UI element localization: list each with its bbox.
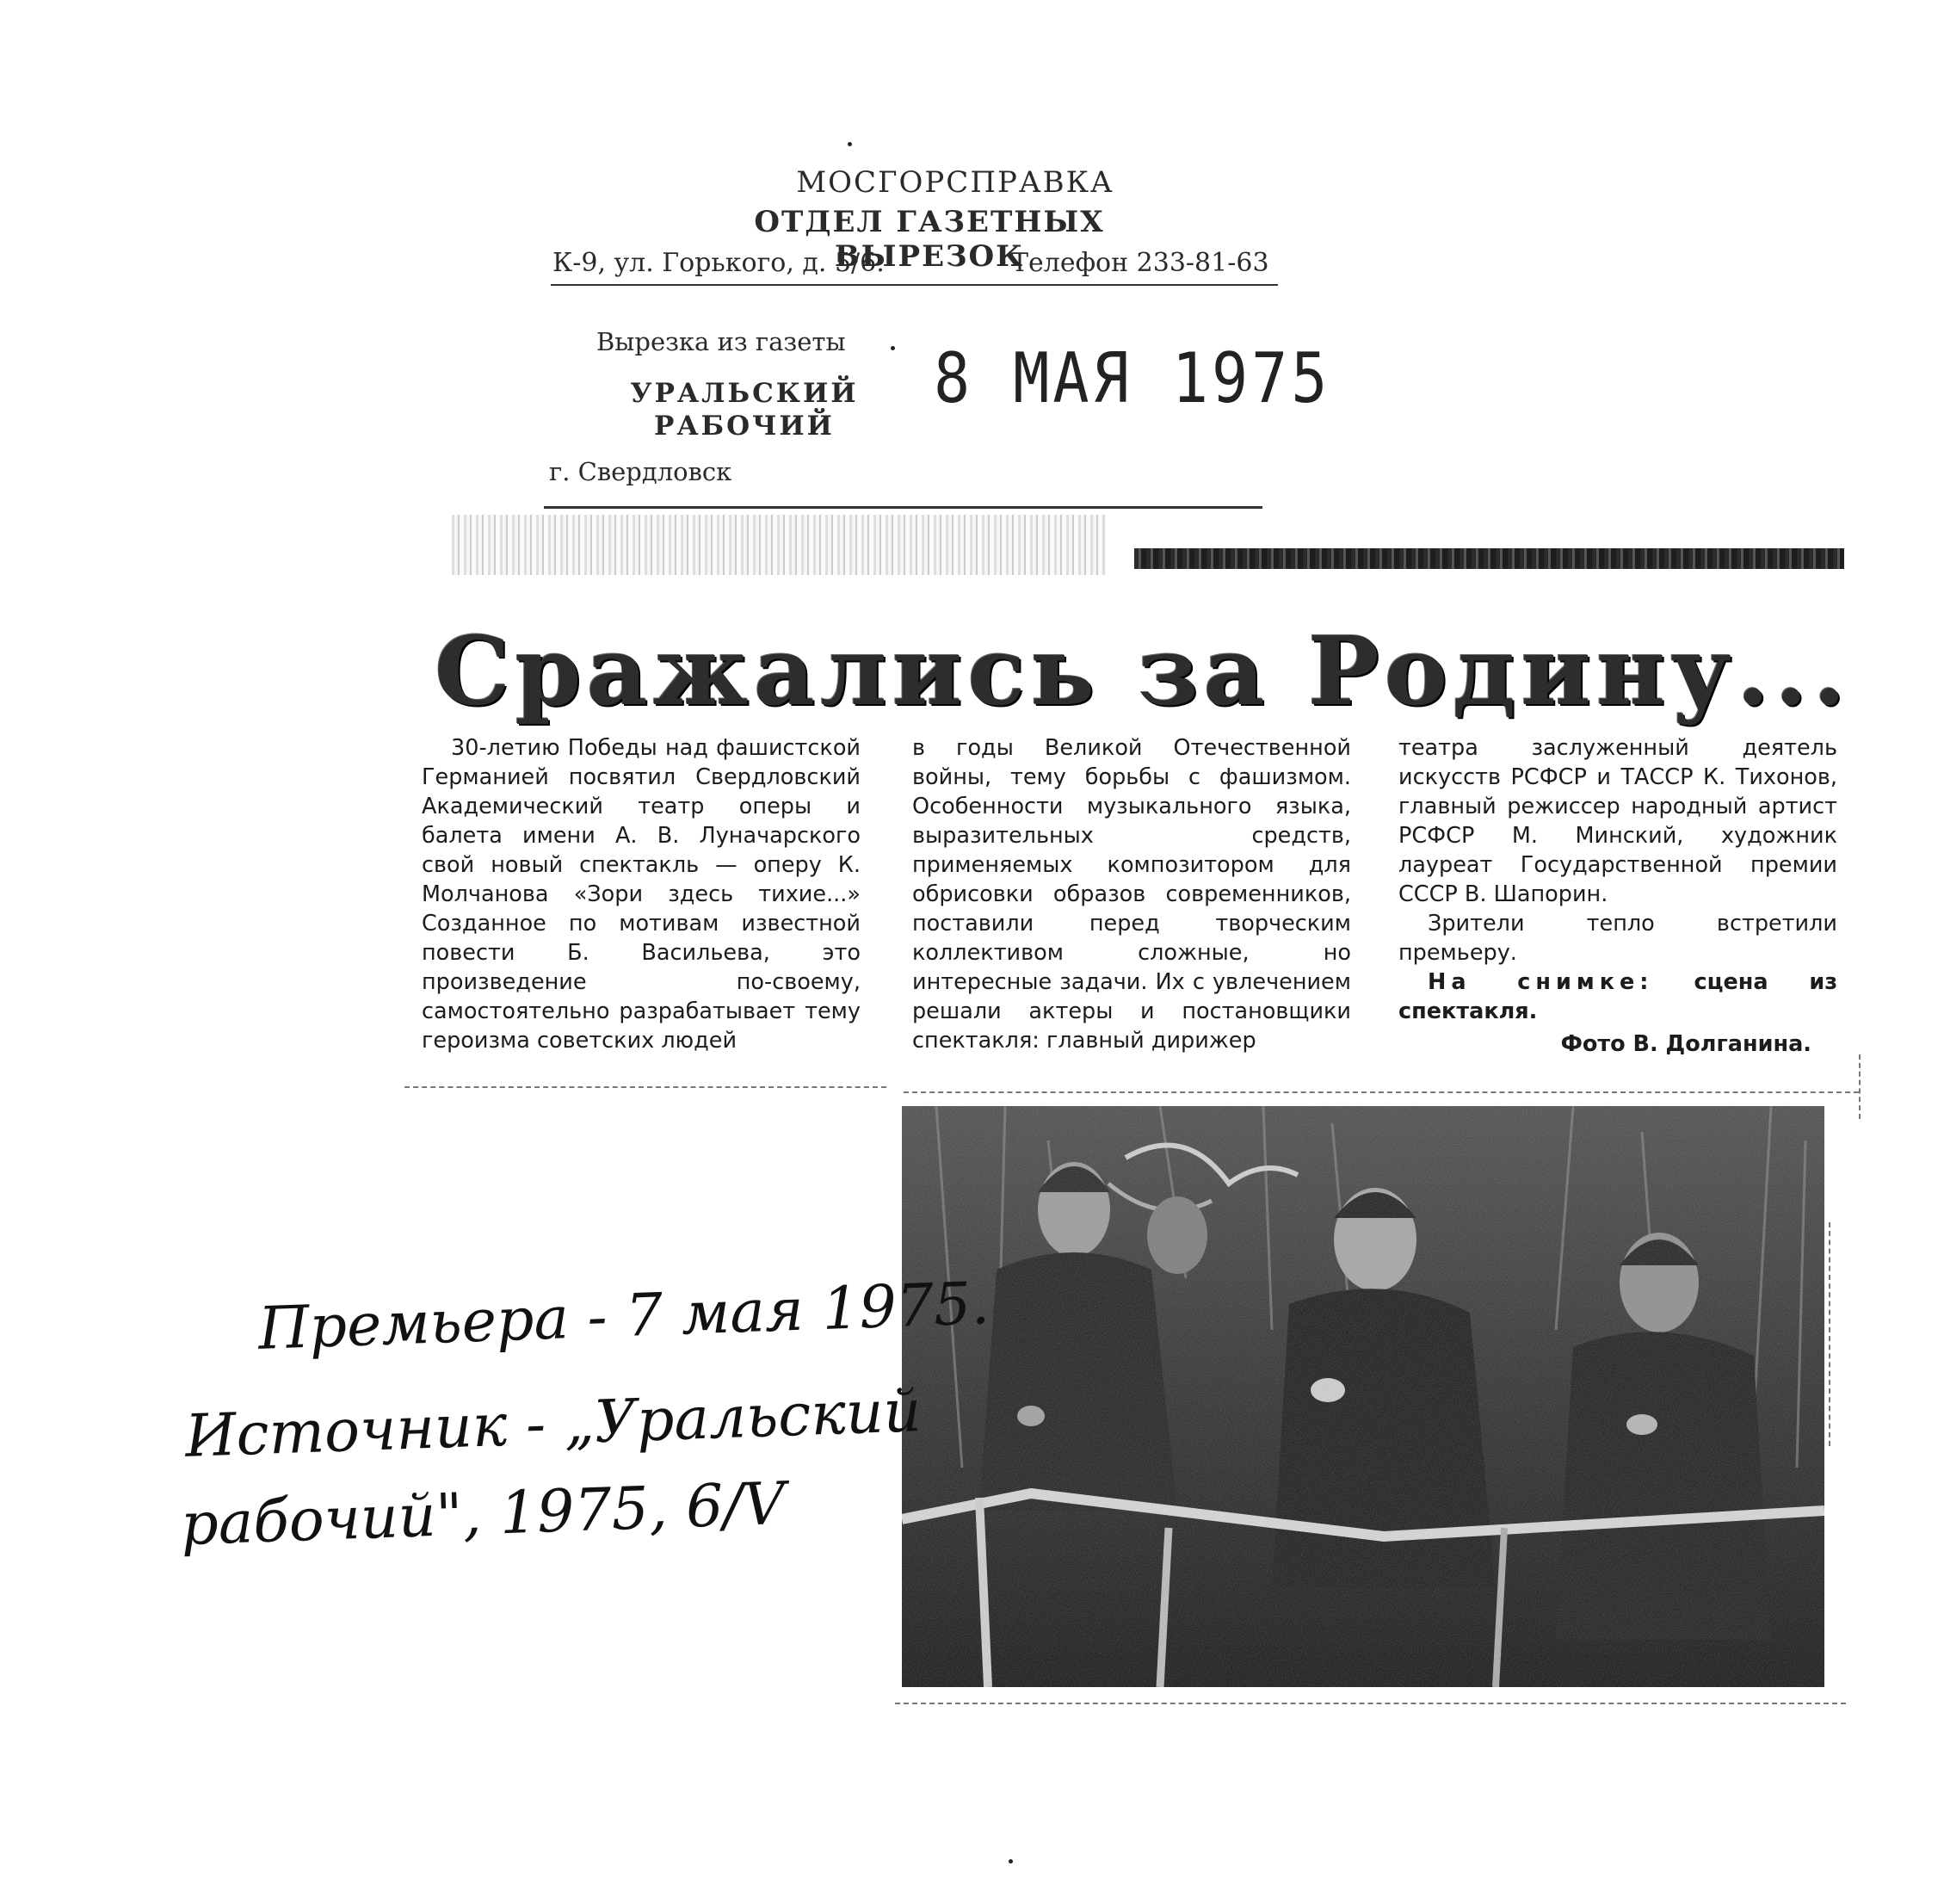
handwritten-note-line-2: Источник - „Уральский xyxy=(183,1377,923,1471)
cut-edge xyxy=(404,1086,886,1088)
article-paragraph: 30-летию Победы над фашистской Германией посвятил Свердловский Академический театр оперы и балета имени А. В. Луначарского свой новый спектакль — оперу К. Молчанова «Зори здесь тихие...» Созданное по мотивам известной повести Б. Васильева, это произведение по-своему, самостоятельно разрабатывает тему героизма советских людей xyxy=(422,735,861,1054)
handwritten-note-line-3: рабочий", 1975, 6/V xyxy=(179,1469,787,1560)
photo-credit: Фото В. Долганина. xyxy=(1560,1031,1811,1057)
speck xyxy=(848,142,852,146)
stamp-rule-top xyxy=(551,284,1278,286)
header-band-dark xyxy=(1134,548,1844,569)
speck xyxy=(1009,1859,1013,1864)
photo-caption xyxy=(1398,967,1837,1026)
stamp-date: 8 МАЯ 1975 xyxy=(934,337,1331,419)
stamp-department: ОТДЕЛ ГАЗЕТНЫХ ВЫРЕЗОК xyxy=(754,205,1105,274)
cut-edge xyxy=(1829,1222,1830,1446)
cut-edge xyxy=(1859,1054,1861,1119)
stage-photo-image xyxy=(902,1106,1824,1687)
header-band-faded xyxy=(452,515,1106,575)
article-paragraph: Зрители тепло встретили премьеру. xyxy=(1398,911,1837,966)
stamp-city: г. Свердловск xyxy=(549,457,732,486)
stage-photo xyxy=(902,1106,1824,1687)
speck xyxy=(891,346,895,350)
stamp-phone: Телефон 233-81-63 xyxy=(1011,248,1269,278)
stamp-newspaper-name: УРАЛЬСКИЙ РАБОЧИЙ xyxy=(630,378,859,442)
caption-label: На снимке: xyxy=(1428,969,1654,995)
article-column-2 xyxy=(912,733,1351,1055)
caption-text: сцена из спектакля. xyxy=(1398,969,1838,1024)
stamp-clipping-from: Вырезка из газеты xyxy=(596,327,846,356)
stamp-rule-bottom xyxy=(544,506,1262,509)
cut-edge xyxy=(904,1091,1859,1093)
stamp-address: К-9, ул. Горького, д. 5/6. xyxy=(552,248,885,278)
article-headline: Сражались за Родину... xyxy=(435,615,1851,726)
article-column-3 xyxy=(1398,733,1837,1059)
cut-edge xyxy=(895,1703,1846,1704)
stamp-organization: МОСГОРСПРАВКА xyxy=(796,165,1114,200)
article-paragraph: в годы Великой Отечественной войны, тему борьбы с фашизмом. Особенности музыкального языка, выразительных средств, применяемых композитором для обрисовки образов современников, поставили перед творческим коллективом сложные, но интересные задачи. Их с увлечением решали актеры и постановщики спектакля: главный дирижер xyxy=(912,735,1351,1054)
article-paragraph: театра заслуженный деятель искусств РСФСР и ТАССР К. Тихонов, главный режиссер народный артист РСФСР М. Минский, художник лауреат Государственной премии СССР В. Шапорин. xyxy=(1398,735,1837,907)
article-column-1 xyxy=(422,733,861,1055)
handwritten-note-line-1: Премьера - 7 мая 1975. xyxy=(256,1270,991,1363)
